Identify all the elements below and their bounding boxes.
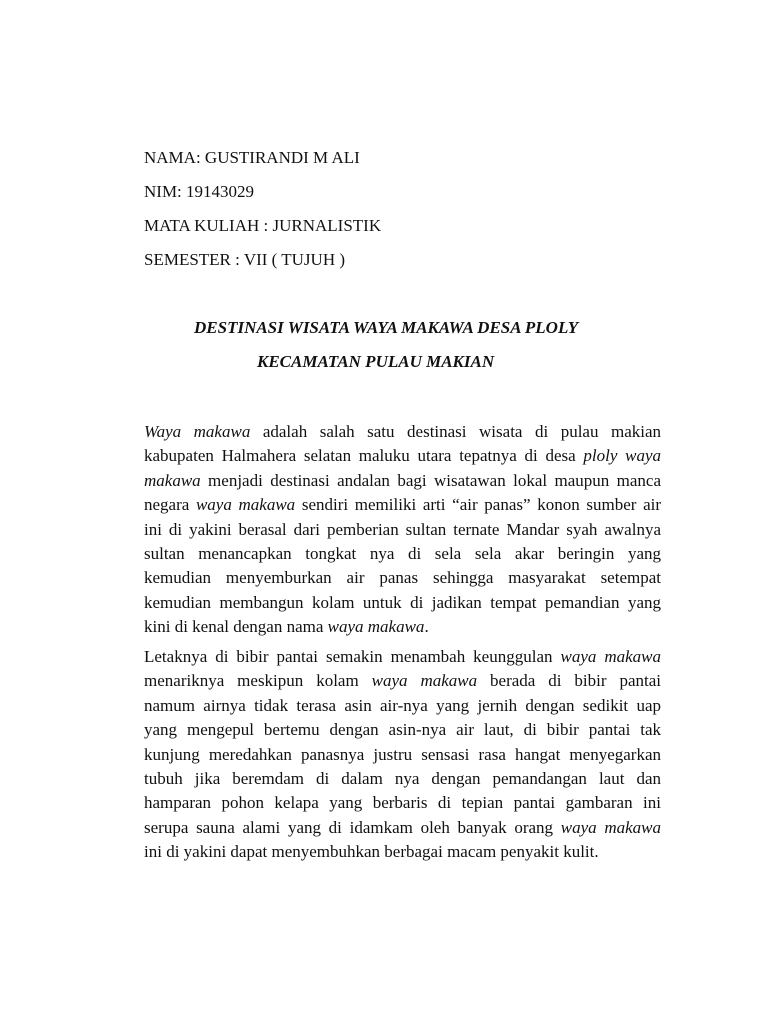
paragraph-line bbox=[144, 694, 661, 718]
text-run: kemudian menyemburkan air panas sehingga masyarakat setempat bbox=[144, 568, 661, 588]
paragraph-line bbox=[144, 542, 661, 566]
paragraph-line bbox=[144, 743, 661, 767]
italic-term: waya makawa bbox=[327, 617, 425, 637]
paragraph-line bbox=[144, 518, 661, 542]
paragraph-1 bbox=[144, 420, 661, 640]
article-title-line-1: DESTINASI WISATA WAYA MAKAWA DESA PLOLY bbox=[194, 318, 579, 337]
text-run: ini di yakini berasal dari pemberian sultan ternate Mandar syah awalnya bbox=[144, 519, 661, 539]
italic-term: waya makawa bbox=[371, 671, 478, 691]
student-nim: NIM: 19143029 bbox=[144, 182, 255, 201]
text-run: menjadi destinasi andalan bagi wisatawan lokal maupun manca bbox=[200, 470, 661, 490]
text-run: kemudian membangun kolam untuk di jadikan tempat pemandian yang bbox=[144, 592, 661, 612]
italic-term: waya makawa bbox=[560, 647, 662, 666]
paragraph-line bbox=[144, 615, 661, 639]
paragraph-line bbox=[144, 645, 661, 669]
paragraph-2 bbox=[144, 645, 661, 865]
text-run: serupa sauna alami yang di idamkam oleh banyak orang bbox=[144, 817, 561, 837]
italic-term: Waya makawa bbox=[144, 422, 251, 441]
italic-term: waya makawa bbox=[195, 495, 296, 515]
text-run: menariknya meskipun kolam bbox=[144, 671, 372, 691]
text-run: ini di yakini dapat menyembuhkan berbagai macam penyakit kulit. bbox=[144, 842, 599, 862]
text-run: kabupaten Halmahera selatan maluku utara tepatnya di desa bbox=[144, 446, 584, 466]
semester: SEMESTER : VII ( TUJUH ) bbox=[144, 250, 346, 269]
paragraph-line bbox=[144, 718, 661, 742]
text-run: Letaknya di bibir pantai semakin menambah keunggulan bbox=[144, 647, 561, 666]
italic-term: ploly waya bbox=[583, 446, 661, 466]
student-name: NAMA: GUSTIRANDI M ALI bbox=[144, 148, 360, 167]
text-run: berada di bibir pantai bbox=[477, 671, 662, 691]
paragraph-line bbox=[144, 420, 661, 444]
paragraph-line bbox=[144, 840, 661, 864]
text-run: sendiri memiliki arti “air panas” konon sumber air bbox=[295, 495, 661, 515]
italic-term: waya makawa bbox=[560, 817, 661, 837]
paragraph-line bbox=[144, 566, 661, 590]
text-run: yang mengepul bertemu dengan asin-nya air laut, di bibir pantai tak bbox=[144, 720, 661, 740]
text-run: adalah salah satu destinasi wisata di pulau makian bbox=[250, 422, 662, 441]
text-run: namum airnya tidak terasa asin air-nya yang jernih dengan sedikit uap bbox=[144, 695, 661, 715]
text-run: . bbox=[424, 617, 429, 637]
course-name: MATA KULIAH : JURNALISTIK bbox=[144, 216, 382, 235]
paragraph-line bbox=[144, 767, 661, 791]
paragraph-line bbox=[144, 591, 661, 615]
paragraph-line bbox=[144, 444, 661, 468]
text-run: kini di kenal dengan nama bbox=[144, 617, 328, 637]
article-title-line-2: KECAMATAN PULAU MAKIAN bbox=[257, 352, 495, 371]
text-run: hamparan pohon kelapa yang berbaris di tepian pantai gambaran ini bbox=[144, 793, 661, 813]
text-run: negara bbox=[144, 495, 196, 515]
paragraph-line bbox=[144, 469, 661, 493]
text-run: tubuh jika beremdam di dalam nya dengan pemandangan laut dan bbox=[144, 768, 661, 788]
paragraph-line bbox=[144, 669, 661, 693]
paragraph-line bbox=[144, 816, 661, 840]
paragraph-line bbox=[144, 493, 661, 517]
paragraph-line bbox=[144, 791, 661, 815]
text-run: kunjung meredahkan panasnya justru sensasi rasa hangat menyegarkan bbox=[144, 744, 661, 764]
text-run: sultan menancapkan tongkat nya di sela sela akar beringin yang bbox=[144, 543, 661, 563]
italic-term: makawa bbox=[144, 470, 201, 490]
